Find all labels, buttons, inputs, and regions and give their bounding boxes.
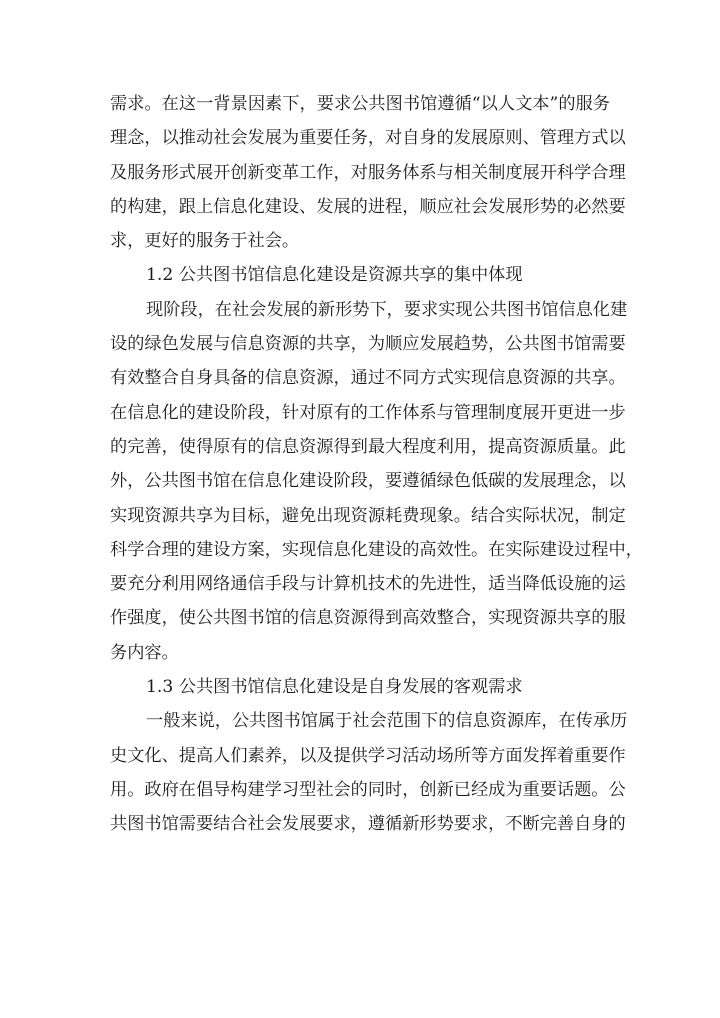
text-line: 在信息化的建设阶段，针对原有的工作体系与管理制度展开更进一步 bbox=[110, 402, 626, 423]
text-line: 有效整合自身具备的信息资源，通过不同方式实现信息资源的共享。 bbox=[110, 368, 626, 389]
text-line: 求，更好的服务于社会。 bbox=[110, 231, 300, 252]
text-line: 设的绿色发展与信息资源的共享，为顺应发展趋势，公共图书馆需要 bbox=[110, 334, 626, 355]
text-line: 作强度，使公共图书馆的信息资源得到高效整合，实现资源共享的服 bbox=[110, 608, 626, 629]
paragraph bbox=[110, 293, 643, 670]
text-line: 的完善，使得原有的信息资源得到最大程度利用，提高资源质量。此 bbox=[110, 436, 626, 457]
text-line: 的构建，跟上信息化建设、发展的进程，顺应社会发展形势的必然要 bbox=[110, 196, 626, 217]
text-line: 用。政府在倡导构建学习型社会的同时，创新已经成为重要话题。公 bbox=[110, 779, 626, 800]
paragraph bbox=[110, 87, 626, 258]
text-line: 外，公共图书馆在信息化建设阶段，要遵循绿色低碳的发展理念，以 bbox=[110, 471, 626, 492]
text-line: 务内容。 bbox=[110, 642, 179, 663]
text-line: 科学合理的建设方案，实现信息化建设的高效性。在实际建设过程中， bbox=[110, 539, 643, 560]
text-line: 理念，以推动社会发展为重要任务，对自身的发展原则、管理方式以 bbox=[110, 128, 626, 149]
text-line: 实现资源共享为目标，避免出现资源耗费现象。结合实际状况，制定 bbox=[110, 505, 626, 526]
text-line: 及服务形式展开创新变革工作，对服务体系与相关制度展开科学合理 bbox=[110, 162, 626, 183]
text-line: 要充分利用网络通信手段与计算机技术的先进性，适当降低设施的运 bbox=[110, 574, 626, 595]
text-line: 一般来说，公共图书馆属于社会范围下的信息资源库，在传承历 bbox=[146, 711, 628, 732]
document-page bbox=[110, 87, 643, 842]
text-line: 共图书馆需要结合社会发展要求，遵循新形势要求，不断完善自身的 bbox=[110, 814, 626, 835]
text-line: 需求。在这一背景因素下，要求公共图书馆遵循“以人文本”的服务 bbox=[110, 94, 610, 114]
paragraph bbox=[110, 704, 628, 841]
section-heading: 1.3 公共图书馆信息化建设是自身发展的客观需求 bbox=[146, 677, 523, 698]
section-heading: 1.2 公共图书馆信息化建设是资源共享的集中体现 bbox=[146, 265, 523, 286]
text-line: 现阶段，在社会发展的新形势下，要求实现公共图书馆信息化建 bbox=[146, 299, 628, 320]
text-line: 史文化、提高人们素养，以及提供学习活动场所等方面发挥着重要作 bbox=[110, 745, 626, 766]
